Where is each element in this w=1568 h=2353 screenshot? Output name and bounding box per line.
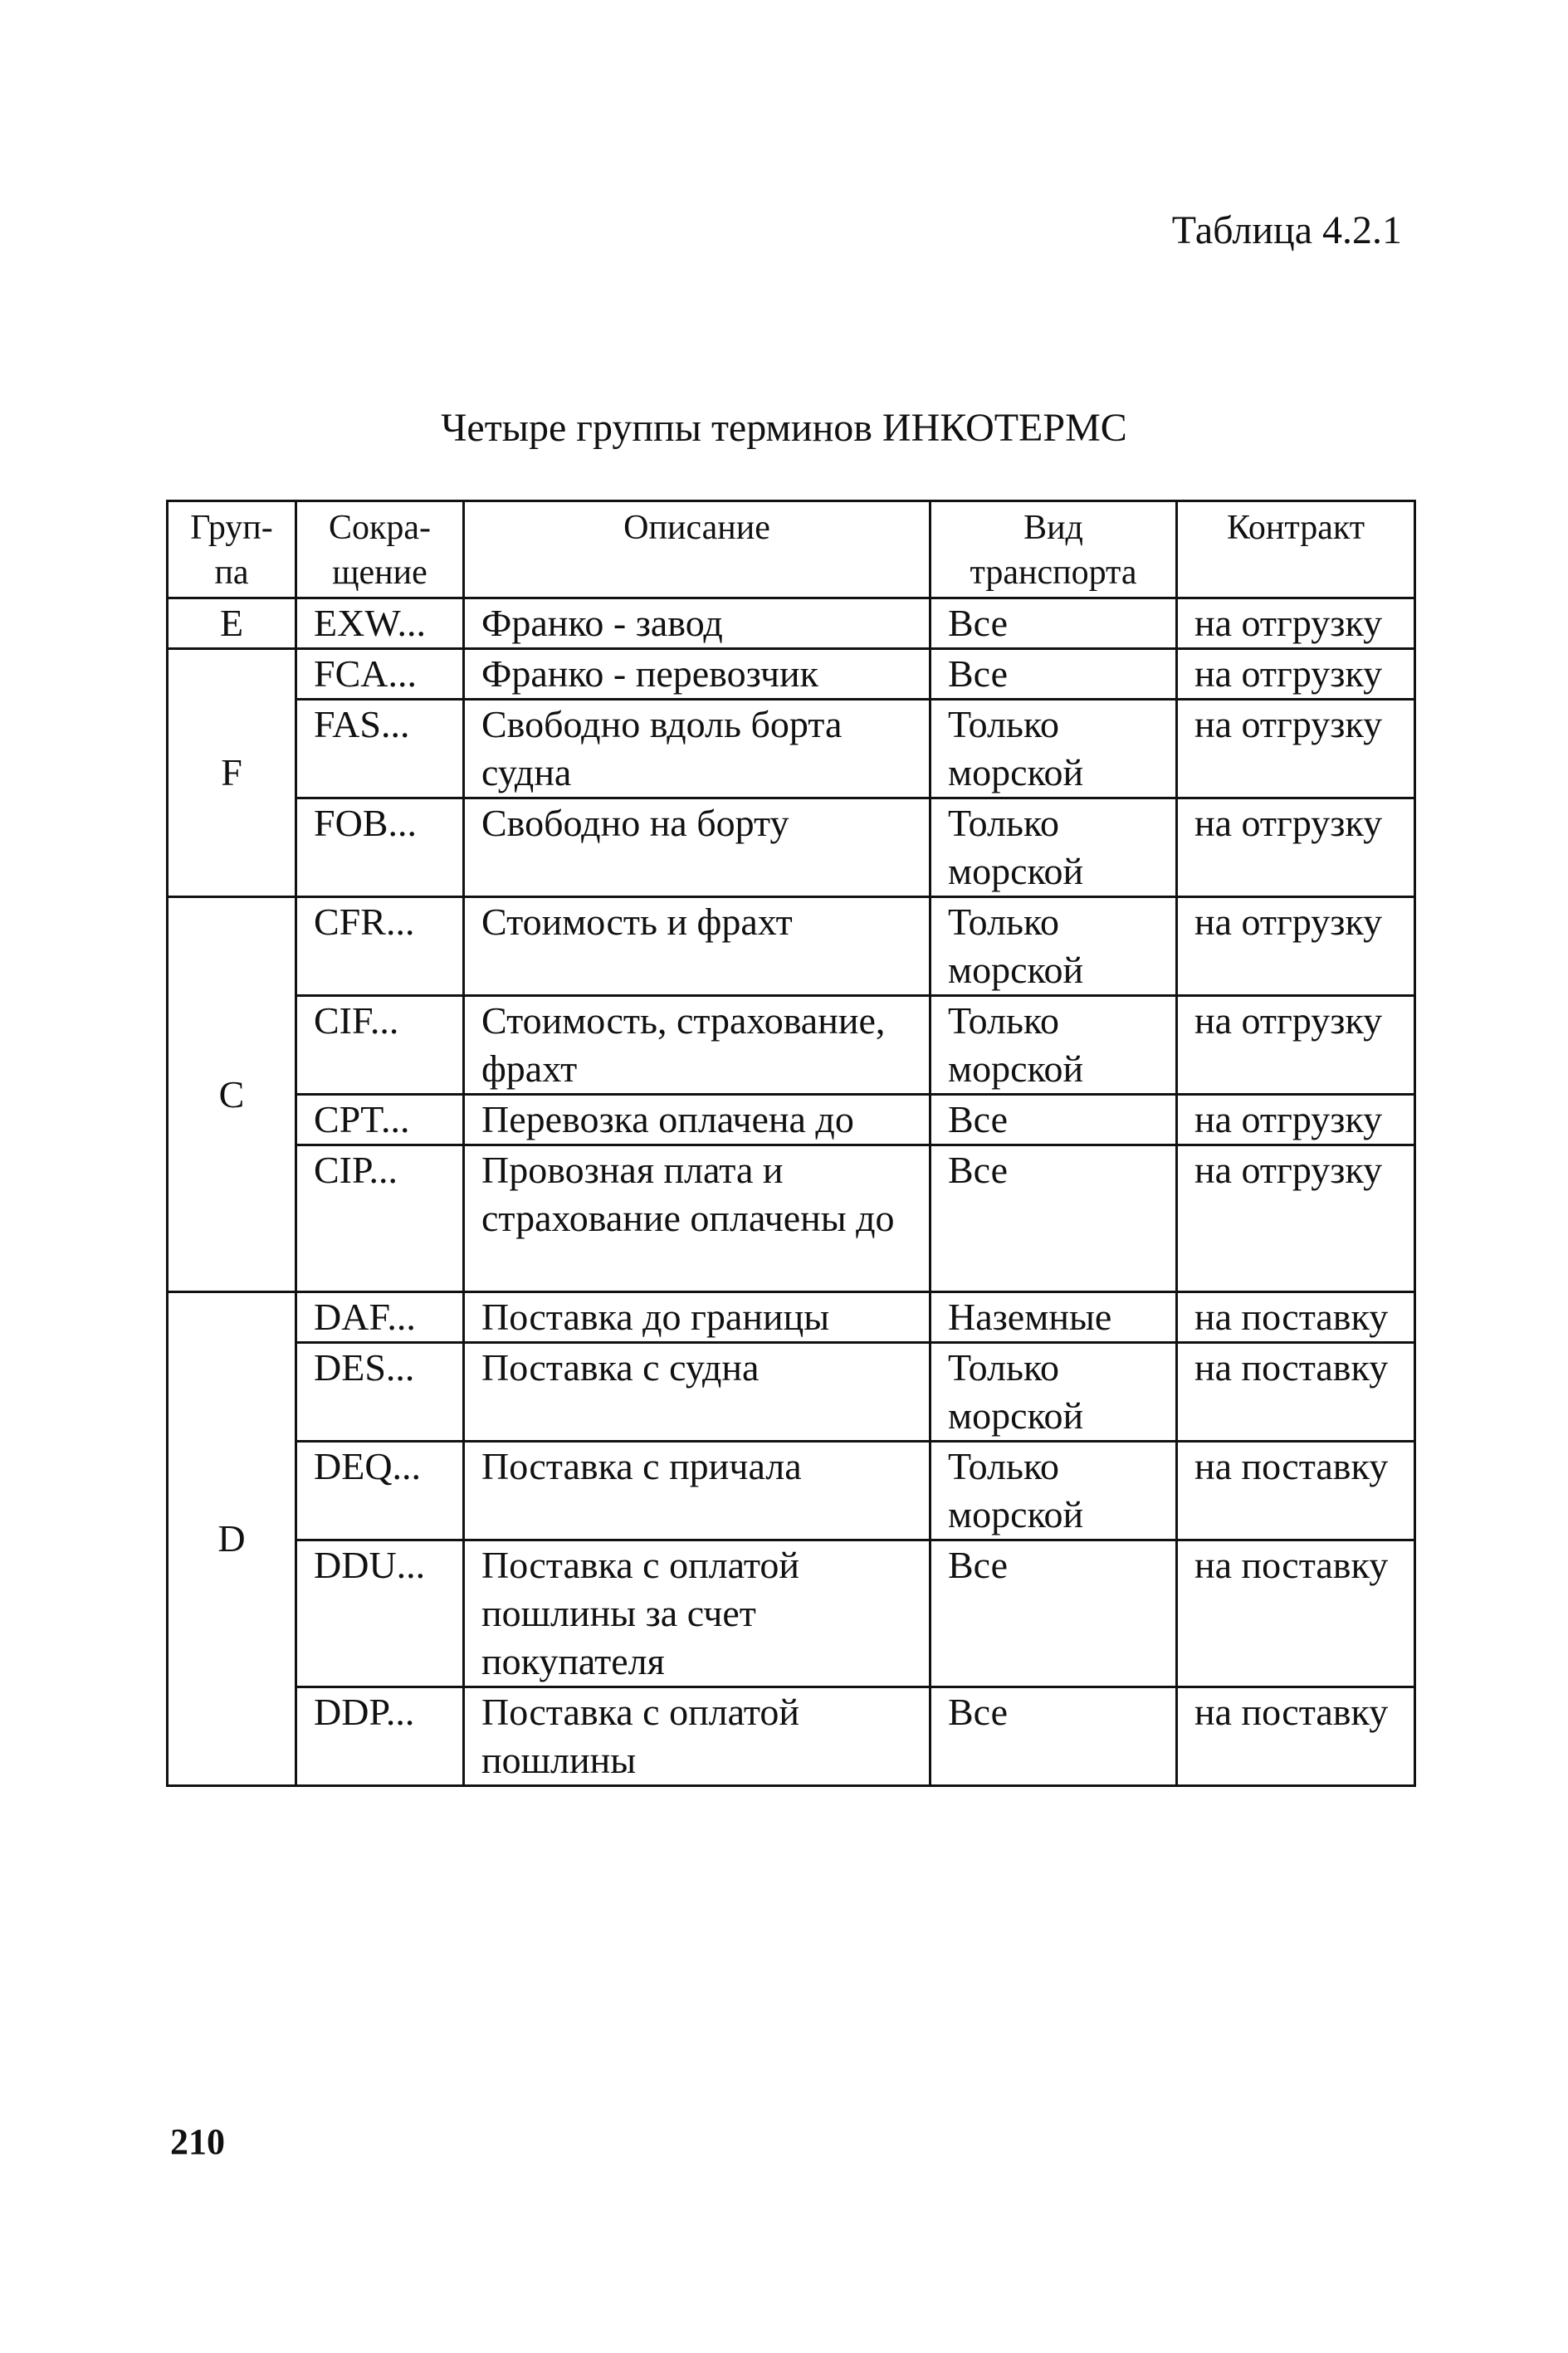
header-abbreviation: Сокра- щение xyxy=(296,501,464,598)
abbr-cell: DDP... xyxy=(296,1687,464,1786)
abbr-cell: DAF... xyxy=(296,1292,464,1343)
transport-cell: Только морской xyxy=(931,996,1177,1095)
table-row xyxy=(168,1687,1415,1786)
contract-cell: на поставку xyxy=(1177,1442,1415,1540)
group-c-cell: C xyxy=(168,897,296,1292)
description-cell: Поставка с оплатой пошлины за счет покупателя xyxy=(464,1540,931,1687)
group-d-cell: D xyxy=(168,1292,296,1786)
transport-cell: Только морской xyxy=(931,798,1177,897)
description-cell: Франко - перевозчик xyxy=(464,649,931,700)
contract-cell: на отгрузку xyxy=(1177,649,1415,700)
group-f-cell: F xyxy=(168,649,296,897)
table-row xyxy=(168,700,1415,798)
contract-cell: на поставку xyxy=(1177,1292,1415,1343)
contract-cell: на отгрузку xyxy=(1177,798,1415,897)
transport-cell: Все xyxy=(931,1540,1177,1687)
abbr-cell: EXW... xyxy=(296,598,464,649)
description-cell: Франко - завод xyxy=(464,598,931,649)
transport-cell: Все xyxy=(931,598,1177,649)
header-description: Описание xyxy=(464,501,931,598)
incoterms-table xyxy=(166,500,1416,1787)
contract-cell: на отгрузку xyxy=(1177,598,1415,649)
description-cell: Поставка с причала xyxy=(464,1442,931,1540)
contract-cell: на отгрузку xyxy=(1177,1095,1415,1145)
transport-cell: Все xyxy=(931,1687,1177,1786)
table-row xyxy=(168,1292,1415,1343)
table-header-row xyxy=(168,501,1415,598)
transport-cell: Только морской xyxy=(931,897,1177,996)
abbr-cell: FAS... xyxy=(296,700,464,798)
contract-cell: на отгрузку xyxy=(1177,897,1415,996)
description-cell: Стоимость, страхование, фрахт xyxy=(464,996,931,1095)
contract-cell: на поставку xyxy=(1177,1687,1415,1786)
abbr-cell: FCA... xyxy=(296,649,464,700)
description-cell: Свободно вдоль борта судна xyxy=(464,700,931,798)
table-row xyxy=(168,598,1415,649)
header-group: Груп- па xyxy=(168,501,296,598)
transport-cell: Все xyxy=(931,1145,1177,1292)
abbr-cell: CIP... xyxy=(296,1145,464,1292)
description-cell: Поставка до границы xyxy=(464,1292,931,1343)
contract-cell: на поставку xyxy=(1177,1540,1415,1687)
abbr-cell: CPT... xyxy=(296,1095,464,1145)
contract-cell: на поставку xyxy=(1177,1343,1415,1442)
description-cell: Провозная плата и страхование оплачены до xyxy=(464,1145,931,1292)
table-row xyxy=(168,897,1415,996)
description-cell: Поставка с судна xyxy=(464,1343,931,1442)
transport-cell: Только морской xyxy=(931,1442,1177,1540)
table-row xyxy=(168,1145,1415,1292)
table-row xyxy=(168,1343,1415,1442)
abbr-cell: DES... xyxy=(296,1343,464,1442)
table-row xyxy=(168,1095,1415,1145)
description-cell: Поставка с оплатой пошлины xyxy=(464,1687,931,1786)
transport-cell: Только морской xyxy=(931,700,1177,798)
transport-cell: Все xyxy=(931,649,1177,700)
group-e-cell: E xyxy=(168,598,296,649)
abbr-cell: DDU... xyxy=(296,1540,464,1687)
header-transport: Вид транспорта xyxy=(931,501,1177,598)
abbr-cell: FOB... xyxy=(296,798,464,897)
contract-cell: на отгрузку xyxy=(1177,700,1415,798)
abbr-cell: CFR... xyxy=(296,897,464,996)
transport-cell: Наземные xyxy=(931,1292,1177,1343)
table-row xyxy=(168,1540,1415,1687)
table-row xyxy=(168,798,1415,897)
contract-cell: на отгрузку xyxy=(1177,996,1415,1095)
table-row xyxy=(168,1442,1415,1540)
description-cell: Стоимость и фрахт xyxy=(464,897,931,996)
abbr-cell: DEQ... xyxy=(296,1442,464,1540)
header-contract: Контракт xyxy=(1177,501,1415,598)
transport-cell: Все xyxy=(931,1095,1177,1145)
table-title: Четыре группы терминов ИНКОТЕРМС xyxy=(441,406,1127,450)
table-number: Таблица 4.2.1 xyxy=(1171,208,1402,252)
description-cell: Свободно на борту xyxy=(464,798,931,897)
contract-cell: на отгрузку xyxy=(1177,1145,1415,1292)
transport-cell: Только морской xyxy=(931,1343,1177,1442)
table-row xyxy=(168,996,1415,1095)
page-number: 210 xyxy=(170,2121,225,2162)
abbr-cell: CIF... xyxy=(296,996,464,1095)
description-cell: Перевозка оплачена до xyxy=(464,1095,931,1145)
table-row xyxy=(168,649,1415,700)
